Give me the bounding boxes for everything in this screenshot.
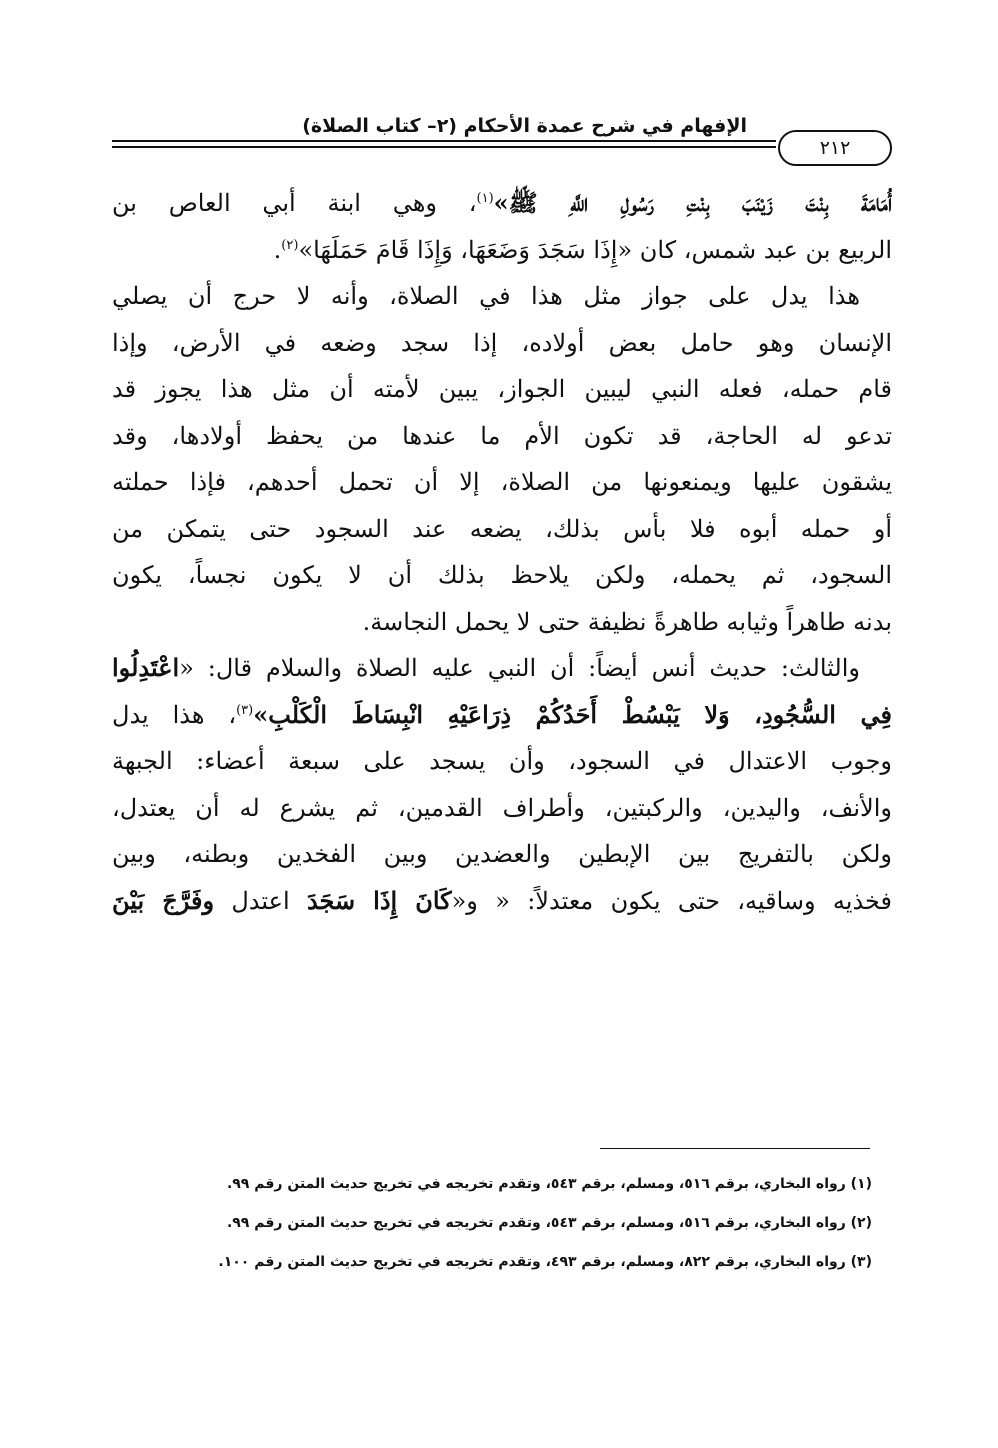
text-line [112, 227, 892, 274]
footnote-item: (٢) رواه البخاري، برقم ٥١٦، ومسلم، برقم ٥٤٣، وتقدم تخريجه في تخريج حديث المتن رقم ٩٩. [226, 1215, 872, 1231]
text-run: تدعو له الحاجة، قد تكون الأم ما عندها من يحفظ أولادها، وقد [112, 421, 892, 450]
text-run: الربيع بن عبد شمس، كان «إِذَا سَجَدَ وَضَعَهَا، وَإِذَا قَامَ حَمَلَهَا» [298, 235, 892, 264]
text-run: فخذيه وساقيه، حتى يكون معتدلاً: « و« [451, 886, 892, 915]
text-run: . [273, 235, 282, 264]
footnote-item: (٣) رواه البخاري، برقم ٨٢٢، ومسلم، برقم ٤٩٣، وتقدم تخريجه في تخريج حديث المتن رقم ١٠٠. [218, 1254, 872, 1270]
main-text [112, 180, 892, 924]
footnotes [112, 1165, 872, 1282]
text-run: والثالث: حديث أنس أيضاً: أن النبي عليه الصلاة والسلام قال: « [179, 654, 860, 682]
page-header [112, 110, 892, 176]
text-line [112, 831, 892, 878]
text-line [112, 738, 892, 785]
text-line [112, 552, 892, 599]
text-line [112, 692, 892, 739]
text-run: يشقون عليها ويمنعونها من الصلاة، إلا أن تحمل أحدهم، فإذا حملته [112, 468, 892, 496]
text-run: والأنف، واليدين، والركبتين، وأطراف القدمين، ثم يشرع له أن يعتدل، [112, 793, 892, 822]
text-line [112, 413, 892, 460]
footnote-ref: (٢) [281, 237, 299, 253]
text-line [112, 320, 892, 367]
text-line [112, 180, 892, 227]
text-run: وجوب الاعتدال في السجود، وأن يسجد على سبعة أعضاء: الجبهة [112, 747, 892, 775]
text-line [112, 366, 892, 413]
footnote-ref: (١) [476, 191, 494, 206]
running-title: الإفهام في شرح عمدة الأحكام (٢– كتاب الصلاة) [302, 115, 747, 137]
text-run: اعتدل [214, 886, 307, 915]
text-line [112, 459, 892, 506]
text-run: بدنه طاهراً وثيابه طاهرةً نظيفة حتى لا يحمل النجاسة. [362, 607, 892, 636]
text-run: ، وهي ابنة أبي العاص بن [112, 189, 477, 217]
text-run: هذا يدل على جواز مثل هذا في الصلاة، وأنه لا حرج أن يصلي [112, 282, 860, 310]
footnote-item: (١) رواه البخاري، برقم ٥١٦، ومسلم، برقم ٥٤٣، وتقدم تخريجه في تخريج حديث المتن رقم ٩٩. [226, 1176, 872, 1192]
header-rule-bottom [112, 146, 776, 148]
page-number-badge: ٢١٢ [778, 130, 892, 166]
header-rule-top [112, 140, 776, 142]
footnote-separator [600, 1148, 870, 1149]
hadith-quote: وفَرَّجَ بَيْنَ [112, 885, 215, 915]
hadith-quote: أُمَامَةَ بِنْتَ زَيْنَبَ بِنْتِ رَسُولِ اللَّهِ ﷺ» [493, 188, 892, 217]
text-line [112, 599, 892, 646]
text-run: الإنسان وهو حامل بعض أولاده، إذا سجد وضعه في الأرض، وإذا [112, 328, 892, 357]
text-line [112, 506, 892, 553]
text-line [112, 273, 892, 320]
text-run: السجود، ثم يحمله، ولكن يلاحظ بذلك أن لا يكون نجساً، يكون [112, 561, 892, 589]
text-run: ، هذا يدل [112, 700, 237, 729]
footnote-ref: (٣) [236, 702, 254, 718]
text-run: أو حمله أبوه فلا بأس بذلك، يضعه عند السجود حتى يتمكن من [112, 514, 892, 543]
text-line [112, 878, 892, 925]
hadith-quote: فِي السُّجُودِ، وَلا يَبْسُطْ أَحَدُكُمْ ذِرَاعَيْهِ انْبِسَاطَ الْكَلْبِ» [253, 699, 892, 729]
text-run: قام حمله، فعله النبي ليبين الجواز، يبين لأمته أن مثل هذا يجوز قد [112, 375, 892, 403]
hadith-quote: كَانَ إِذَا سَجَدَ [306, 885, 452, 915]
text-line [112, 785, 892, 832]
hadith-quote: اعْتَدِلُوا [112, 653, 180, 682]
text-run: ولكن بالتفريج بين الإبطين والعضدين وبين الفخدين وبطنه، وبين [112, 840, 892, 868]
text-line [112, 645, 892, 692]
